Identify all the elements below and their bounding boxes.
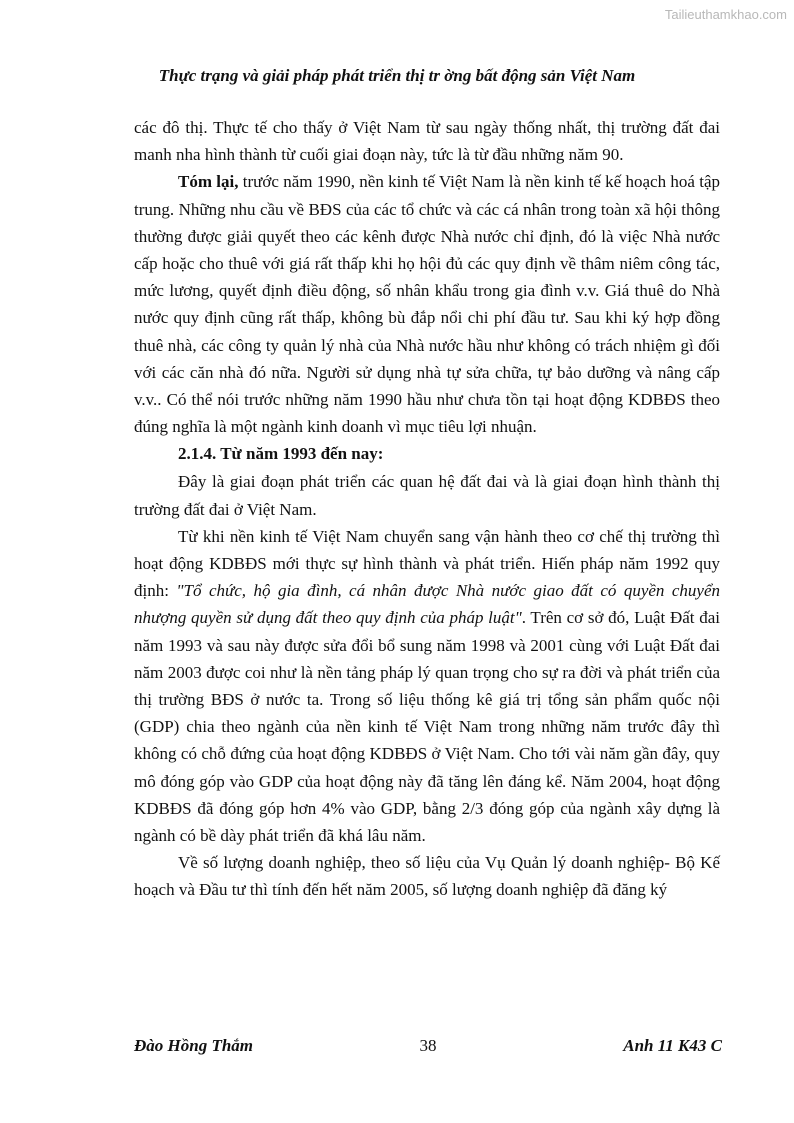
constitution-quote: "Tổ chức, hộ gia đình, cá nhân được Nhà nước giao đất có quyền chuyển nhượng quyền sử dụng đất theo quy định của pháp luật" bbox=[134, 581, 720, 628]
paragraph-1: các đô thị. Thực tế cho thấy ở Việt Nam từ sau ngày thống nhất, thị trường đất đai manh nha hình thành từ cuối giai đoạn này, tức là từ đầu những năm 90. bbox=[134, 118, 720, 165]
page-number: 38 bbox=[419, 1036, 437, 1055]
watermark: Tailieuthamkhao.com bbox=[664, 7, 787, 22]
paragraph-3: Đây là giai đoạn phát triển các quan hệ đất đai và là giai đoạn hình thành thị trường đất đai ở Việt Nam. bbox=[134, 472, 720, 519]
section-heading: 2.1.4. Từ năm 1993 đến nay: bbox=[178, 444, 384, 464]
document-body bbox=[134, 114, 720, 904]
footer-author: Đào Hồng Thắm bbox=[134, 1036, 254, 1055]
paragraph-5: Về số lượng doanh nghiệp, theo số liệu của Vụ Quản lý doanh nghiệp- Bộ Kế hoạch và Đầu tư thì tính đến hết năm 2005, số lượng doanh nghiệp đã đăng ký bbox=[134, 853, 720, 900]
paragraph-2-text: trước năm 1990, nền kinh tế Việt Nam là nền kinh tế kế hoạch hoá tập trung. Những nhu cầu về BĐS của các tổ chức và các cá nhân trong toàn xã hội thông thường được giải quyết theo các kênh được Nhà nước chỉ định, đó là việc Nhà nước cấp hoặc cho thuê với giá rất thấp khi họ hội đủ các quy định về thâm niêm công tác, mức lương, quyết định điều động, số nhân khẩu trong gia đình v.v. Giá thuê do Nhà nước quy định cũng rất thấp, không bù đắp nổi chi phí đầu tư. Sau khi ký hợp đồng thuê nhà, các công ty quản lý nhà của Nhà nước hầu như không có trách nhiệm gì đối với các căn nhà đó nữa. Người sử dụng nhà tự sửa chữa, tự bảo dưỡng và nâng cấp v.v.. Có thể nói trước những năm 1990 hầu như chưa tồn tại hoạt động KDBĐS theo đúng nghĩa là một ngành kinh doanh vì mục tiêu lợi nhuận. bbox=[134, 172, 720, 437]
running-header: Thực trạng và giải pháp phát triển thị tr ờng bất động sản Việt Nam bbox=[158, 66, 636, 85]
paragraph-2-lead: Tóm lại, bbox=[178, 172, 239, 192]
paragraph-2 bbox=[134, 168, 720, 440]
paragraph-4 bbox=[134, 523, 720, 849]
paragraph-4-pre: Từ khi nền kinh tế Việt Nam chuyển sang vận hành theo cơ chế thị trường thì hoạt động KDBĐS mới thực sự hình thành và phát triển. Hiến pháp năm 1992 quy định: bbox=[134, 526, 720, 601]
footer-class-code: Anh 11 K43 C bbox=[623, 1036, 722, 1055]
paragraph-4-post: . Trên cơ sở đó, Luật Đất đai năm 1993 và sau này được sửa đổi bổ sung năm 1998 và 2001 cùng với Luật Đất đai năm 2003 được coi như là nền tảng pháp lý quan trọng cho sự ra đời và phát triển của thị trường BĐS ở nước ta. Trong số liệu thống kê giá trị tổng sản phẩm quốc nội (GDP) chia theo ngành của nền kinh tế Việt Nam trong những năm trước đây thì không có chỗ đứng của hoạt động KDBĐS ở Việt Nam. Cho tới vài năm gần đây, quy mô đóng góp vào GDP của hoạt động này đã tăng lên đáng kể. Năm 2004, hoạt động KDBĐS đã đóng góp hơn 4% vào GDP, bằng 2/3 đóng góp của ngành xây dựng là ngành có bề dày phát triển đã khá lâu năm. bbox=[134, 608, 720, 846]
